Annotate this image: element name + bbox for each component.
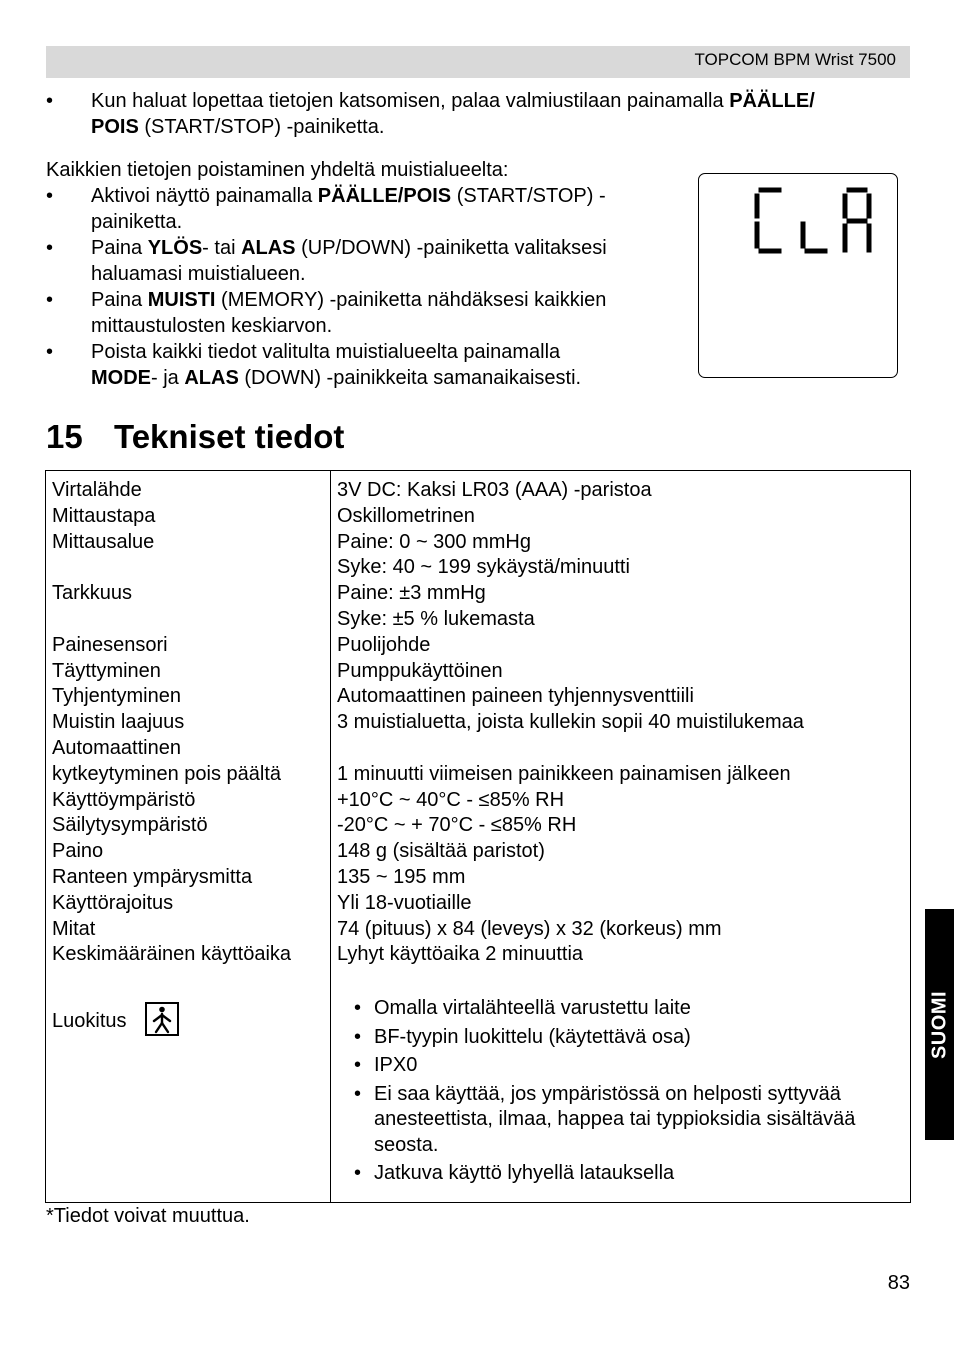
classification-label: Luokitus [52,1009,127,1032]
classification-row [52,1006,179,1036]
lcd-cla-glyphs [753,184,873,256]
table-row [52,607,328,633]
table-row [52,555,328,581]
delete-steps [46,183,686,391]
table-row: Paine: 0 ~ 300 mmHg [337,530,531,553]
table-row: Käyttöympäristö [52,788,196,811]
header-bar [46,46,910,78]
table-row: Käyttörajoitus [52,891,174,914]
table-row: Mittaustapa [52,504,156,527]
spec-labels [52,478,328,968]
table-row: 74 (pituus) x 84 (leveys) x 32 (korkeus) mm [337,917,722,940]
language-tab-label: SUOMI [928,990,950,1059]
table-row: Lyhyt käyttöaika 2 minuuttia [337,943,584,966]
bullet-dot: • [46,90,54,112]
list-item: • IPX0 [354,1054,418,1076]
section-heading: Tekniset tiedot [114,418,345,455]
table-divider [330,471,331,1202]
delete-intro: Kaikkien tietojen poistaminen yhdeltä muistialueelta: [46,159,509,181]
table-row: Keskimääräinen käyttöaika [52,943,292,966]
table-row: Oskillometrinen [337,504,475,527]
header-title: TOPCOM BPM Wrist 7500 [694,50,896,69]
table-row: 135 ~ 195 mm [337,865,466,888]
section-number: 15 [46,418,83,455]
table-row: 3V DC: Kaksi LR03 (AAA) -paristoa [337,479,652,501]
table-row: Ranteen ympärysmitta [52,865,253,888]
bf-applied-part-icon [145,1002,179,1036]
list-item: • BF-tyypin luokittelu (käytettävä osa) [354,1025,691,1048]
classification-list [354,996,902,1190]
table-row: 1 minuutti viimeisen painikkeen painamisen jälkeen [337,762,791,785]
table-row: Yli 18-vuotiaille [337,891,472,914]
table-row: Mittausalue [52,530,155,553]
page-number: 83 [887,1272,910,1294]
table-row: 3 muistialuetta, joista kullekin sopii 40 muistilukemaa [337,711,804,734]
list-item: • Poista kaikki tiedot valitulta muistialueelta painamalla MODE- ja ALAS (DOWN) -painikkeita samanaikaisesti. [46,341,582,389]
list-item: • Paina MUISTI (MEMORY) -painiketta nähdäksesi kaikkien mittaustulosten keskiarvon. [46,289,607,337]
list-item: • Ei saa käyttää, jos ympäristössä on helposti syttyvää anesteettista, ilmaa, happea tai typpioksidia sisältävää seosta. [354,1082,856,1156]
lcd-display [698,173,898,378]
list-item: • Jatkuva käyttö lyhyellä latauksella [354,1162,675,1184]
table-row: kytkeytyminen pois päältä [52,762,282,785]
table-row: +10°C ~ 40°C - ≤85% RH [337,788,565,811]
table-row: Automaattinen [52,736,181,759]
table-row: Automaattinen paineen tyhjennysventtiili [337,685,694,708]
table-row: Tyhjentyminen [52,685,181,708]
table-row: Paine: ±3 mmHg [337,582,486,605]
list-item: • Aktivoi näyttö painamalla PÄÄLLE/POIS (START/STOP) - painiketta. [46,185,606,233]
table-row: Muistin laajuus [52,711,185,734]
list-item: • Paina YLÖS- tai ALAS (UP/DOWN) -painiketta valitaksesi haluamasi muistialueen. [46,237,607,285]
table-row: Säilytysympäristö [52,814,208,837]
intro-bullet: • Kun haluat lopettaa tietojen katsomisen, palaa valmiustilaan painamalla PÄÄLLE/ POIS (START/STOP) -painiketta. [46,90,815,138]
language-tab [925,909,954,1140]
table-row: Pumppukäyttöinen [337,659,503,682]
table-row: Täyttyminen [52,659,161,682]
table-row: Tarkkuus [52,582,133,605]
table-row: Virtalähde [52,479,142,501]
spec-table [45,470,911,1203]
section-title [46,418,344,456]
spec-values [337,478,907,968]
table-row: Painesensori [52,633,168,656]
table-row: Syke: 40 ~ 199 sykäystä/minuutti [337,556,630,579]
table-row: 148 g (sisältää paristot) [337,840,545,863]
table-row: Syke: ±5 % lukemasta [337,607,535,630]
table-row [337,736,907,762]
footnote: *Tiedot voivat muuttua. [46,1205,250,1227]
table-row: Puolijohde [337,633,431,656]
list-item: • Omalla virtalähteellä varustettu laite [354,997,691,1019]
table-row: Paino [52,840,104,863]
table-row: Mitat [52,917,96,940]
table-row: -20°C ~ + 70°C - ≤85% RH [337,814,577,837]
